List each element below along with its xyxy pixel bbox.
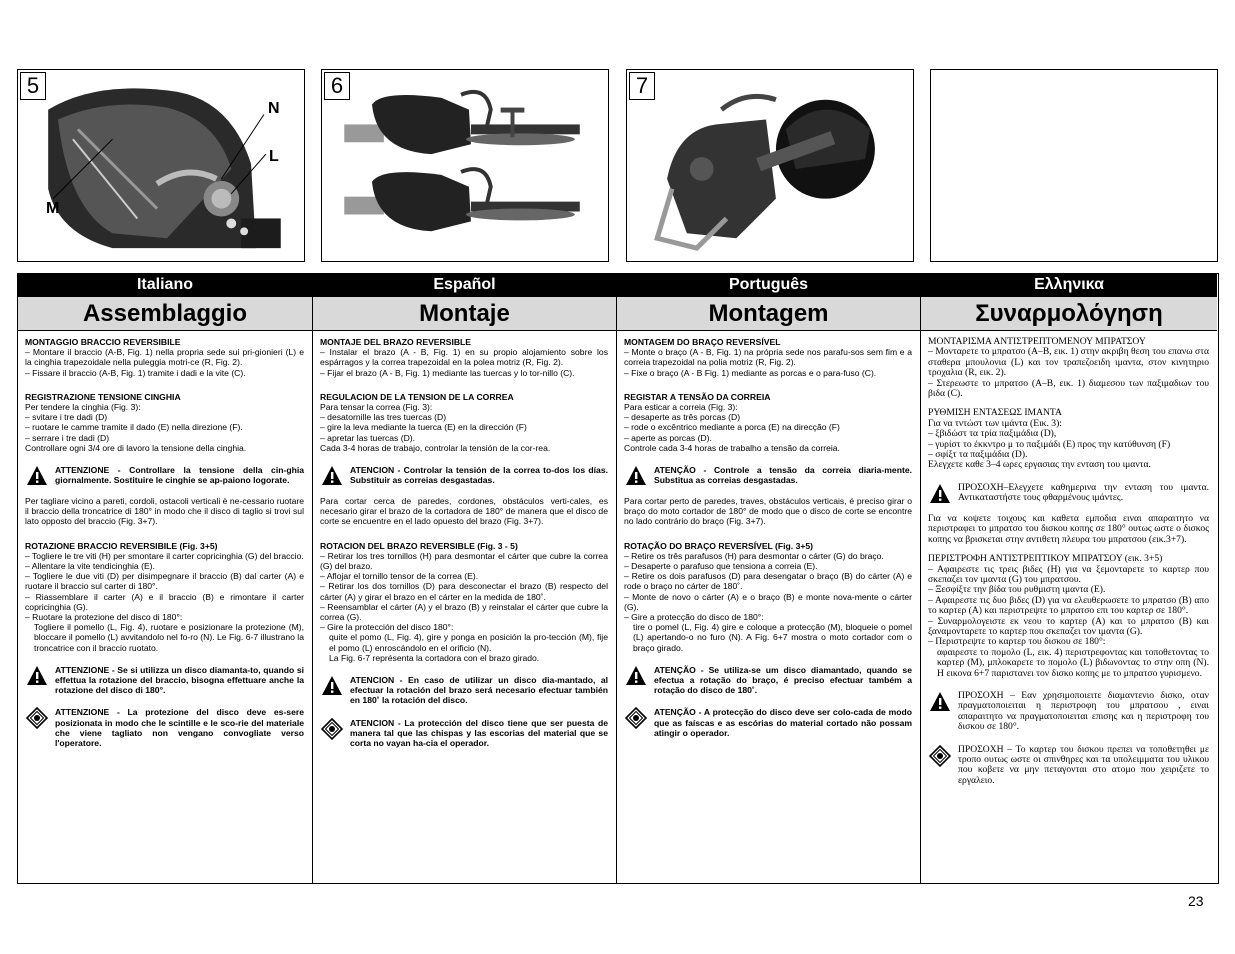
- warning-text: ATENCION - La protección del disco tiene que ser puesta de manera tal que las chispas y las escorias del material que se corta no vayan ha-cia el operador.: [350, 717, 608, 749]
- instruction-line: Controle cada 3-4 horas de trabalho a tensão da correia.: [624, 442, 840, 453]
- figure-5-number: 5: [20, 72, 46, 100]
- instruction-line: – Retire os três parafusos (H) para desmontar o cárter (G) do braço.: [624, 550, 884, 561]
- instruction-line: – Fijar el brazo (A - B, Fig. 1) mediante las tuercas y lo tor-nillo (C).: [320, 367, 575, 378]
- language-header: Español: [313, 274, 616, 296]
- warning-triangle-icon: [929, 483, 951, 505]
- warning-note: [624, 707, 912, 738]
- section-heading: ROTAÇÃO DO BRAÇO REVERSÍVEL (Fig. 3+5): [624, 540, 814, 551]
- protection-diamond-icon: [625, 707, 647, 729]
- section-heading: REGISTAR A TENSÃO DA CORREIA: [624, 391, 771, 402]
- instruction-line: – svitare i tre dadi (D): [25, 412, 108, 423]
- instruction-line: – Instalar el brazo (A - B, Fig. 1) en su propio alojamiento sobre los espárragos y la correa trapezoidal en la polea motriz (R, Fig. 2).: [320, 347, 608, 368]
- instruction-line: – Ruotare la protezione del disco di 180°:: [25, 612, 183, 623]
- section-heading: MONTAGEM DO BRAÇO REVERSÍVEL: [624, 337, 781, 347]
- warning-text: ATTENZIONE - Se si utilizza un disco diamanta-to, quando si effettua la rotazione del braccio, bisogna effettuare anche la rotazione del disco di 180°.: [55, 664, 304, 696]
- warning-note: [25, 665, 304, 696]
- warning-note: [928, 745, 1209, 787]
- figure-5-label-n: N: [268, 100, 280, 117]
- warning-text: ATENÇÃO - Se utiliza-se um disco diamantado, quando se efectua a rotação do braço, é preciso efectuar também a rotação do disco de 180˚.: [654, 664, 912, 696]
- instruction-line: Togliere il pomello (L, Fig. 4), ruotare e posizionare la protezione (M), bloccare il pomello (L) avvitandolo nel fo-ro (N). Le Fig. 6-7 illustrano la troncatrice con il braccio ruotato.: [34, 622, 304, 653]
- figure-6: [321, 69, 609, 262]
- instruction-line: Ελεγχετε καθε 3–4 ωρες εργασιας την ενταση του ιμαντα.: [928, 459, 1151, 471]
- figure-5: [17, 69, 305, 262]
- instruction-line: – Riassemblare il carter (A) e il braccio (B) e rimontare il carter copricinghia (G).: [25, 591, 304, 612]
- instruction-line: – Montare il braccio (A-B, Fig. 1) nella propria sede sui pri-gionieri (L) e la cinghia trapezoidale nella puleggia motri-ce (R, Fig. 2).: [25, 347, 304, 368]
- instruction-line: Per tendere la cinghia (Fig. 3):: [25, 402, 141, 413]
- instruction-line: – Allentare la vite tendicinghia (E).: [25, 561, 155, 572]
- instruction-line: – Μονταρετε το μπρατσο (Α–Β, εικ. 1) στην ακριβη θεση του επανω στα σταθερα μπουλονια (L) και τον τραπεζοειδη ιμαντα, στον κινητηριο τροχαλια (R, εικ. 2).: [928, 346, 1209, 379]
- section-title: Assemblaggio: [18, 296, 312, 331]
- instruction-line: – Retirar los tres tornillos (H) para desmontar el cárter que cubre la correa (G) del brazo.: [320, 550, 608, 572]
- warning-text: ATTENZIONE - Controllare la tensione della cin-ghia giornalmente. Sostituire le cinghie se ap-paiono logorate.: [55, 465, 304, 486]
- column-content: [617, 331, 920, 738]
- column-italian: [18, 274, 313, 883]
- column-spanish: [313, 274, 617, 883]
- warning-note: [320, 465, 608, 487]
- instruction-line: quite el pomo (L, Fig. 4), gire y ponga en posición la pro-tección (M), fije el pomo (L) enroscándolo en el orificio (N).: [329, 632, 608, 653]
- protection-diamond-icon: [929, 745, 951, 767]
- instruction-line: La Fig. 6-7 représenta la cortadora con el brazo girado.: [329, 652, 540, 663]
- warning-triangle-icon: [625, 465, 647, 487]
- instruction-line: – desaperte as três porcas (D): [624, 412, 741, 423]
- instruction-line: ΜΟΝΤΑΡΙΣΜΑ ΑΝΤΙΣΤΡΕΠΤΟΜΕΝΟΥ ΜΠΡΑΤΣΟΥ: [928, 336, 1146, 347]
- warning-text: ΠΡΟΣΟΧΗ–Ελεγχετε καθημερινα την ενταση του ιμαντα. Αντικαταστήστε τους φθαρμένους ιμάντες.: [958, 481, 1209, 504]
- instruction-line: – aperte as porcas (D).: [624, 432, 712, 443]
- figure-5-label-m: M: [46, 200, 60, 217]
- instruction-line: – Gire a protecção do disco de 180°:: [624, 612, 764, 623]
- column-greek: [921, 274, 1217, 883]
- warning-text: ATENÇÃO - A protecção do disco deve ser colo-cada de modo que as faíscas e as escórias do material cortado não possam atingir o operador.: [654, 707, 912, 738]
- protection-diamond-icon: [321, 718, 343, 740]
- warning-text: ΠΡΟΣΟΧΗ – Εαν χρησιμοποιειτε διαμαντενιο δισκο, οταν πραγματοποιειται η περιστροφη του μπρατσου , ειναι απαραιτητο να πραγματοποιειται επισης και η περιστροφη του δισκου σε 180°.: [958, 689, 1209, 733]
- warning-note: [320, 718, 608, 749]
- section-heading: MONTAGGIO BRACCIO REVERSIBILE: [25, 337, 181, 347]
- warning-text: ΠΡΟΣΟΧΗ – Το καρτερ του δισκου πρεπει να τοποθετηθει με τροπο ουτως ωστε οι σπινθηρες και τα υπολειμματα του υλικου που κοβετε να μην πεταγονται στο ατομο που χειριζετε το εργαλειο.: [958, 743, 1209, 786]
- warning-triangle-icon: [321, 465, 343, 487]
- instruction-line: – Togliere le tre viti (H) per smontare il carter copricinghia (G) del braccio.: [25, 550, 304, 561]
- section-title: Montagem: [617, 296, 920, 331]
- instruction-line: – Αφαιρεστε τις δυο βιδες (D) για να ελευθερωσετε το μπρατσο (B) απο το καρτερ (A) και περιστρεψτε το μπρατσο επι του καρτερ σε 180°.: [928, 594, 1209, 617]
- section-heading: ROTACION DEL BRAZO REVERSIBLE (Fig. 3 - 5): [320, 540, 518, 551]
- instruction-line: Controllare ogni 3/4 ore di lavoro la tensione della cinghia.: [25, 442, 247, 453]
- column-content: [921, 331, 1217, 786]
- instruction-line: – Fixe o braço (A - B Fig. 1) mediante as porcas e o para-fuso (C).: [624, 367, 877, 378]
- warning-note: [624, 465, 912, 487]
- instruction-line: – serrare i tre dadi (D): [25, 432, 110, 443]
- instruction-line: – apretar las tuercas (D).: [320, 432, 416, 443]
- instruction-line: – Gire la protección del disco 180°:: [320, 622, 454, 633]
- figure-7-illustration: [627, 70, 913, 261]
- instruction-line: – Aflojar el tornillo tensor de la correa (E).: [320, 571, 479, 582]
- instruction-line: – Desaperte o parafuso que tensiona a correia (E).: [624, 561, 818, 572]
- instruction-line: – Στερεωστε το μπρατσο (Α–Β, εικ. 1) διαμεσου των παξιμαδιων του βιδα (C).: [928, 377, 1209, 400]
- instruction-line: Para cortar cerca de paredes, cordones, obstáculos verti-cales, es necesario girar el brazo de la cortadora de 180° de manera que el disco de corte se encuentre en el lado opuesto del brazo (Fig. 3+7).: [320, 496, 608, 527]
- language-header: Português: [617, 274, 920, 296]
- warning-text: ATENÇÃO - Controle a tensão da correia diaria-mente. Substitua as correias desgastadas.: [654, 465, 912, 486]
- instruction-line: – Συναρμολογειστε εκ νεου το καρτερ (A) και το μπρατσο (B) και ξαναμονταρετε το καρτερ που σκεπαζει τον ιμαντα (G).: [928, 615, 1209, 637]
- warning-note: [25, 465, 304, 487]
- instruction-line: – Fissare il braccio (A-B, Fig. 1) tramite i dadi e la vite (C).: [25, 367, 246, 378]
- page-number: 23: [1188, 893, 1204, 909]
- instruction-line: – ξβιδώστ τα τρία παξιμάδια (D),: [928, 428, 1057, 440]
- instruction-line: – Reensamblar el cárter (A) y el brazo (B) y reinstalar el cárter que cubre la correa (G).: [320, 601, 608, 623]
- section-heading: ROTAZIONE BRACCIO REVERSIBILE (Fig. 3+5): [25, 540, 218, 551]
- column-content: [313, 331, 616, 748]
- instruction-line: ΠΕΡΙΣΤΡΟΦΗ ΑΝΤΙΣΤΡΕΠΤΙΚΟΥ ΜΠΡΑΤΣΟΥ (εικ. 3+5): [928, 553, 1163, 565]
- instruction-line: – Monte o braço (A - B, Fig. 1) na própria sede nos parafu-sos sem fim e a correia trapezoidal na polia motriz (R, Fig. 2).: [624, 347, 912, 368]
- column-content: [18, 331, 312, 748]
- warning-note: [320, 675, 608, 706]
- figure-7-number: 7: [629, 72, 655, 100]
- instruction-line: – Περιστρεψτε το καρτερ του δισκου σε 180°:: [928, 636, 1106, 648]
- warning-triangle-icon: [26, 465, 48, 487]
- instruction-line: – Monte de novo o cárter (A) e o braço (B) e monte nova-mente o cárter (G).: [624, 591, 912, 612]
- instruction-line: – Retirar los dos tornillos (D) para desconectar el brazo (B) respecto del cárter (A) y girar el brazo en el cárter en la medida de 180˚.: [320, 581, 608, 602]
- instruction-line: – rode o excêntrico mediante a porca (E) na direcção (F): [624, 422, 840, 433]
- instruction-line: Para esticar a correia (Fig. 3):: [624, 402, 738, 413]
- warning-note: [25, 707, 304, 748]
- instruction-line: tire o pomel (L, Fig. 4) gire e coloque a protecção (M), bloqueie o pomel (L) apertando-o no furo (N). A Fig. 6+7 mostra o moto cortador com o braço girado.: [633, 622, 912, 653]
- warning-triangle-icon: [929, 691, 951, 713]
- instruction-line: ΡΥΘΜΙΣΗ ΕΝΤΑΣΕΩΣ ΙΜΑΝΤΑ: [928, 407, 1062, 419]
- protection-diamond-icon: [26, 707, 48, 729]
- instruction-line: Para tensar la correa (Fig. 3):: [320, 402, 433, 413]
- warning-triangle-icon: [321, 675, 343, 697]
- section-title: Συναρμολόγηση: [921, 296, 1217, 331]
- instruction-line: Per tagliare vicino a pareti, cordoli, ostacoli verticali è ne-cessario ruotare il braccio della troncatrice di 180° in modo che il disco di taglio si trovi sul lato opposto del braccio (Fig. 3+7).: [25, 496, 304, 527]
- figure-5-illustration: [18, 70, 304, 261]
- instruction-line: – Αφαιρεστε τις τρεις βιδες (H) για να ξεμονταρετε το καρτερ που σκεπαζει τον ιμαντα (G) του μπρατσου.: [928, 563, 1209, 585]
- instructions-table: [17, 273, 1219, 884]
- figure-7: [626, 69, 914, 262]
- warning-triangle-icon: [26, 665, 48, 687]
- figure-5-label-l: L: [269, 148, 279, 165]
- figure-6-number: 6: [324, 72, 350, 100]
- column-portuguese: [617, 274, 921, 883]
- instruction-line: – Ξεσφίξτε την βίδα του ρυθμιστη ιμαντα (E).: [928, 584, 1106, 596]
- instruction-line: – Togliere le due viti (D) per disimpegnare il braccio (B) dal carter (A) e ruotare il braccio sul carter di 180°.: [25, 571, 304, 592]
- language-header: Ελληνικα: [921, 274, 1217, 296]
- instruction-line: Para cortar perto de paredes, traves, obstáculos verticais, é preciso girar o braço do moto cortador de 180° de modo que o disco de corte se encontre no lado contrário do braço (Fig. 3+7).: [624, 496, 912, 527]
- language-header: Italiano: [18, 274, 312, 296]
- instruction-line: – Retire os dois parafusos (D) para desengatar o braço (B) do cárter (A) e rode o braço no cárter de 180˚.: [624, 571, 912, 592]
- instruction-line: Cada 3-4 horas de trabajo, controlar la tensión de la cor-rea.: [320, 442, 551, 453]
- instruction-line: – gire la leva mediante la tuerca (E) en la dirección (F): [320, 422, 527, 433]
- section-heading: REGULACION DE LA TENSION DE LA CORREA: [320, 391, 514, 402]
- section-heading: REGISTRAZIONE TENSIONE CINGHIA: [25, 391, 181, 402]
- instruction-line: – σφίξτ τα παξιμάδια (D).: [928, 449, 1028, 461]
- warning-note: [928, 691, 1209, 733]
- figure-6-illustration: [322, 70, 608, 261]
- warning-triangle-icon: [625, 665, 647, 687]
- instruction-line: – desatornille las tres tuercas (D): [320, 412, 447, 423]
- warning-note: [928, 483, 1209, 505]
- section-heading: MONTAJE DEL BRAZO REVERSIBLE: [320, 337, 472, 347]
- warning-text: ATTENZIONE - La protezione del disco deve es-sere posizionata in modo che le scintille e le sco-rie del materiale che viene tagliato non vengano convogliate verso l'operatore.: [55, 707, 304, 749]
- figure-empty: [930, 69, 1218, 262]
- warning-note: [624, 665, 912, 696]
- section-title: Montaje: [313, 296, 616, 331]
- warning-text: ATENCION - Controlar la tensión de la correa to-dos los días. Substituir as correias desgastadas.: [350, 465, 608, 486]
- instruction-line: αφαιρεστε το πομολο (L, εικ. 4) περιστρεφοντας και τοποθετοντας το καρτερ (M), μπλοκαρετε το πομολο (L) βιδωνοντας το στην οπη (N). Η εικονα 6+7 παριστανει τον δισκο κοπης με το μπρατσο γυρισμενο.: [937, 646, 1209, 679]
- instruction-line: – ruotare le camme tramite il dado (E) nella direzione (F).: [25, 422, 243, 433]
- instruction-line: – γυρίστ το έκκντρο μ το παξιμάδι (E) προς την κατύθυνση (F): [928, 438, 1171, 450]
- warning-text: ATENCION - En caso de utilizar un disco dia-mantado, al efectuar la rotación del brazo será necesario efectuar también en 180˚ la rotación del disco.: [350, 675, 608, 706]
- instruction-line: Για να κοψετε τοιχους και καθετα εμποδια ειναι απαραιτητο να περιστραφει το μπρατσο του δισκου κοπης σε 180° ουτως ωστε ο δισκος κοπης να βρισκεται στην αντιθετη πλευρα του μπρατσου (εικ.3+7).: [928, 512, 1209, 545]
- instruction-line: Για να τντώστ των ιμάντα (Εικ. 3):: [928, 417, 1062, 429]
